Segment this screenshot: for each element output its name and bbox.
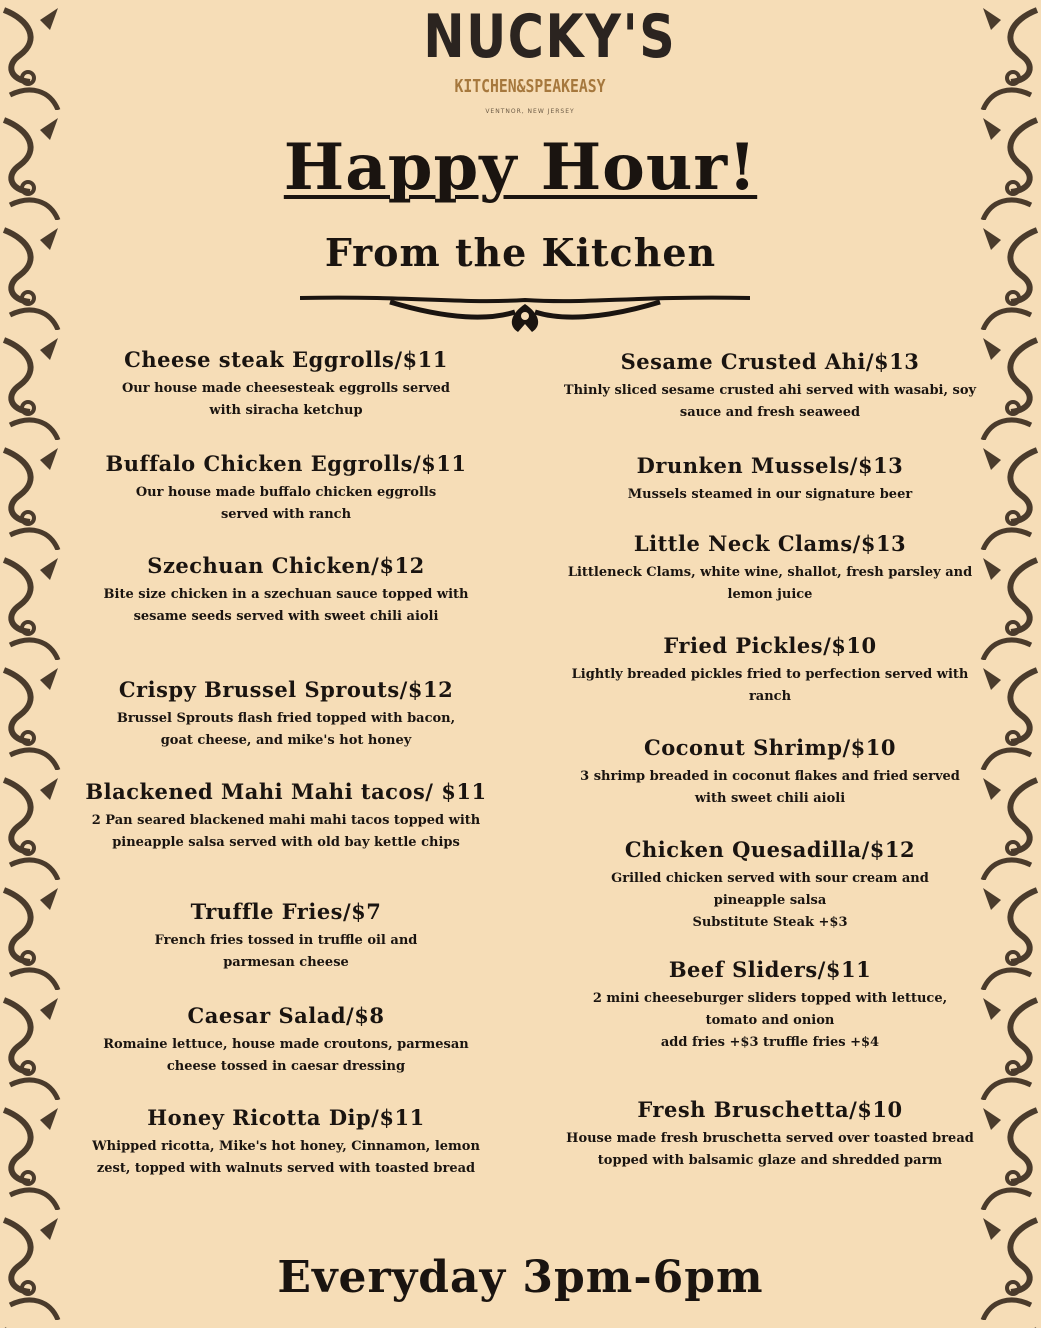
menu-item-description: Littleneck Clams, white wine, shallot, fresh parsley and lemon juice xyxy=(567,565,973,602)
menu-item-name: Crispy Brussel Sprouts/$12 xyxy=(118,677,454,702)
menu-item-name: Coconut Shrimp/$10 xyxy=(644,735,896,760)
menu-item xyxy=(68,1104,504,1180)
menu-item-description: 2 Pan seared blackened mahi mahi tacos topped with pineapple salsa served with old bay kettle chips xyxy=(91,813,481,850)
logo-title: NUCKY'S xyxy=(423,2,677,72)
ornamental-divider-icon xyxy=(300,290,750,336)
menu-item-description: Mussels steamed in our signature beer xyxy=(627,487,913,502)
menu-item xyxy=(68,676,504,752)
menu-item-name: Buffalo Chicken Eggrolls/$11 xyxy=(105,451,467,476)
menu-item-name: Drunken Mussels/$13 xyxy=(636,453,904,478)
menu-item xyxy=(552,956,988,1054)
menu-item-name: Blackened Mahi Mahi tacos/ $11 xyxy=(85,779,487,804)
menu-item-name: Sesame Crusted Ahi/$13 xyxy=(620,349,920,374)
logo-subtitle: KITCHEN&SPEAKEASY xyxy=(454,76,606,97)
menu-item-extra: Substitute Steak +$3 xyxy=(692,915,848,930)
menu-item-description: Romaine lettuce, house made croutons, parmesan cheese tossed in caesar dressing xyxy=(103,1037,469,1074)
menu-item-name: Honey Ricotta Dip/$11 xyxy=(147,1105,425,1130)
menu-item xyxy=(68,1002,504,1078)
menu-item-description: 2 mini cheeseburger sliders topped with lettuce, tomato and onion xyxy=(592,991,948,1028)
menu-item xyxy=(552,530,988,606)
menu-item-description: Whipped ricotta, Mike's hot honey, Cinnamon, lemon zest, topped with walnuts served with toasted bread xyxy=(92,1139,480,1176)
menu-item xyxy=(552,632,988,708)
menu-item-extra: add fries +$3 truffle fries +$4 xyxy=(660,1035,880,1050)
menu-item-description: Brussel Sprouts flash fried topped with bacon, goat cheese, and mike's hot honey xyxy=(116,711,456,748)
menu-item xyxy=(552,836,988,934)
logo-location: VENTNOR, NEW JERSEY xyxy=(485,108,575,115)
menu-item-name: Fresh Bruschetta/$10 xyxy=(637,1097,903,1122)
menu-item xyxy=(68,552,504,628)
section-subtitle: From the Kitchen xyxy=(324,230,717,275)
menu-item xyxy=(552,734,988,810)
menu-item-description: Lightly breaded pickles fried to perfection served with ranch xyxy=(571,667,969,704)
menu-item-name: Szechuan Chicken/$12 xyxy=(147,553,425,578)
menu-item-name: Fried Pickles/$10 xyxy=(663,633,877,658)
menu-item-name: Chicken Quesadilla/$12 xyxy=(624,837,916,862)
menu-item xyxy=(68,778,504,854)
menu-item xyxy=(552,1096,988,1172)
page-title: Happy Hour! xyxy=(283,130,758,205)
menu-item-description: French fries tossed in truffle oil and parmesan cheese xyxy=(154,933,418,970)
menu-item-name: Cheese steak Eggrolls/$11 xyxy=(124,347,448,372)
hours-footer: Everyday 3pm-6pm xyxy=(277,1252,764,1303)
menu-item-description: House made fresh bruschetta served over toasted bread topped with balsamic glaze and shredded parm xyxy=(566,1131,974,1168)
menu-item-name: Little Neck Clams/$13 xyxy=(633,531,907,556)
menu-item-name: Caesar Salad/$8 xyxy=(187,1003,385,1028)
menu-item-description: Bite size chicken in a szechuan sauce topped with sesame seeds served with sweet chili aioli xyxy=(103,587,469,624)
menu-item xyxy=(68,898,504,974)
menu-item-description: Thinly sliced sesame crusted ahi served with wasabi, soy sauce and fresh seaweed xyxy=(563,383,977,420)
menu-item-name: Beef Sliders/$11 xyxy=(668,957,872,982)
menu-item xyxy=(552,348,988,424)
menu-item-description: Our house made cheesesteak eggrolls served with siracha ketchup xyxy=(121,381,450,418)
menu-item xyxy=(68,346,504,422)
menu-item-description: Our house made buffalo chicken eggrolls served with ranch xyxy=(135,485,437,522)
menu-item-description: Grilled chicken served with sour cream and pineapple salsa xyxy=(611,871,929,908)
menu-item-description: 3 shrimp breaded in coconut flakes and fried served with sweet chili aioli xyxy=(580,769,960,806)
menu-item-name: Truffle Fries/$7 xyxy=(190,899,382,924)
menu-item xyxy=(552,452,988,506)
menu-item xyxy=(68,450,504,526)
